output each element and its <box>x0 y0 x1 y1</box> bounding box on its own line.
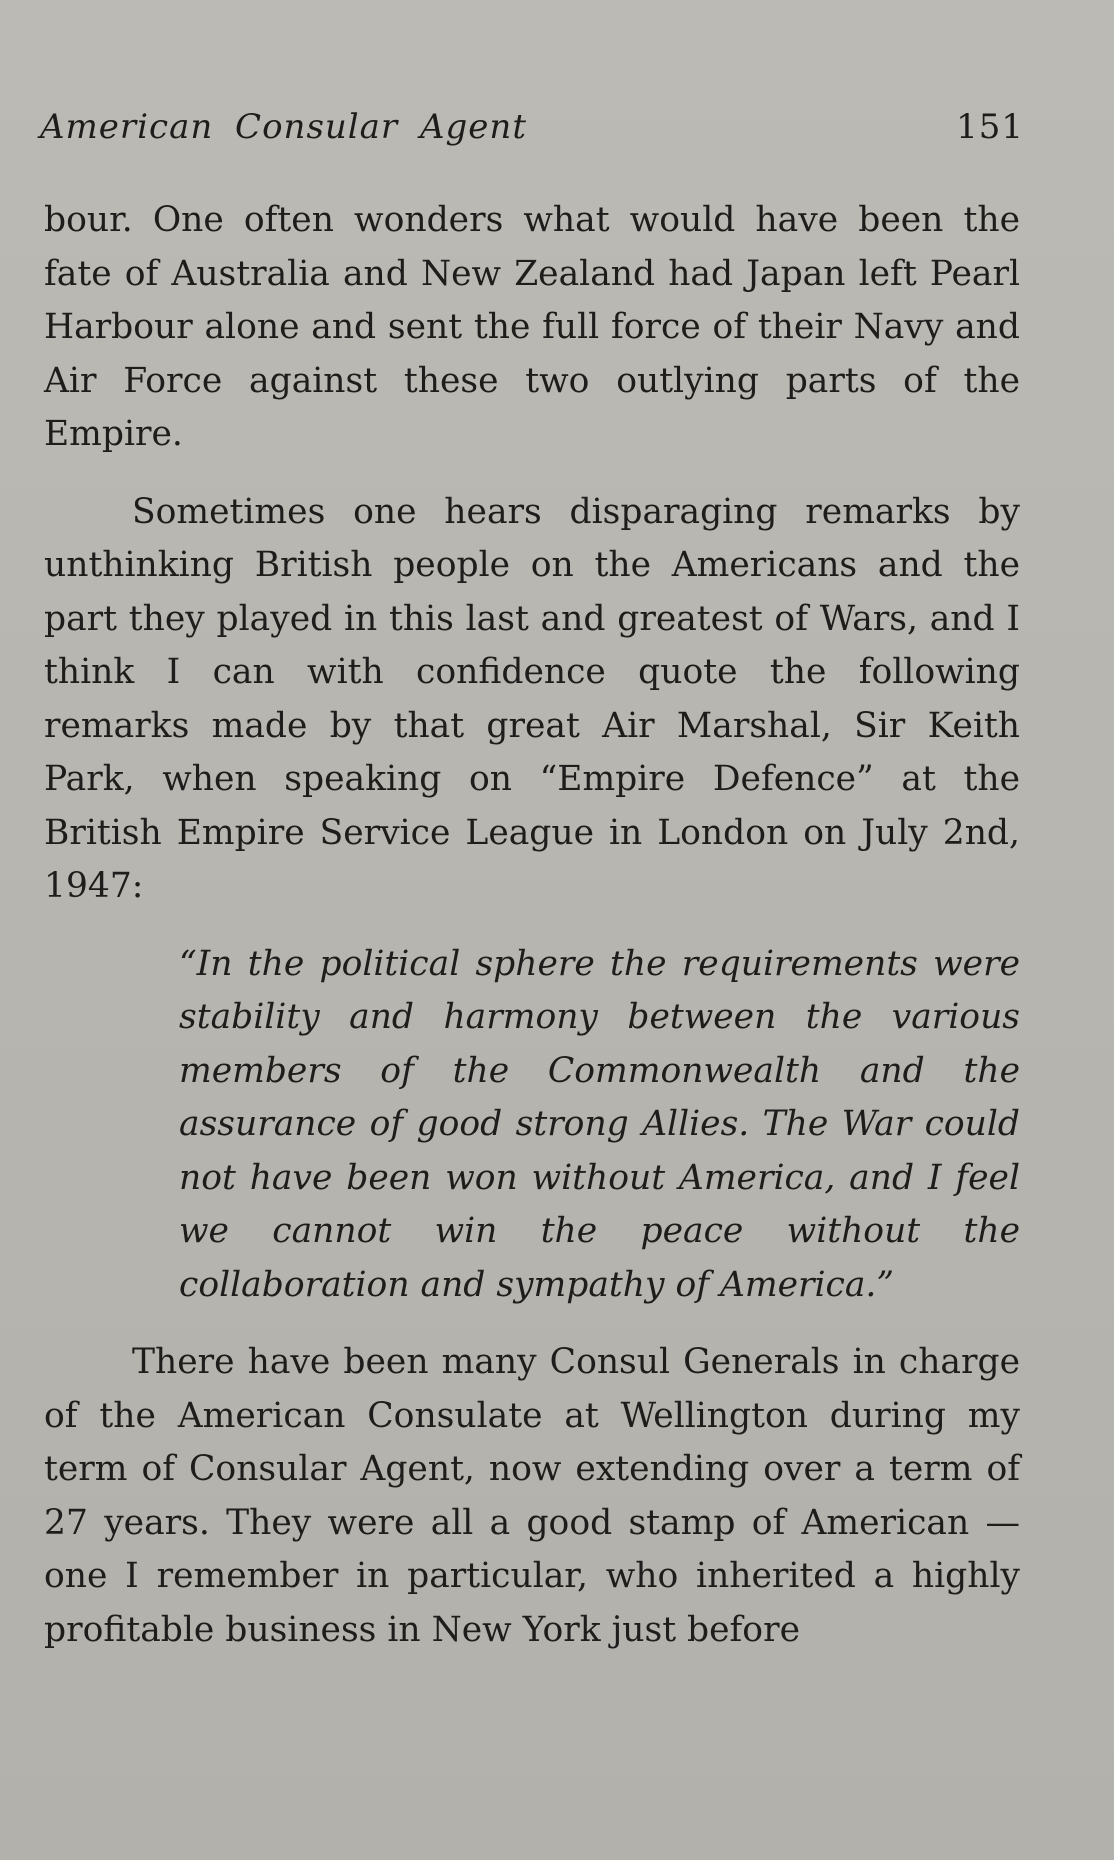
page-number: 151 <box>956 107 1024 147</box>
running-title: American Consular Agent <box>40 107 527 147</box>
paragraph: Sometimes one hears disparaging remarks by unthinking British people on the Americans and the part they played in this last and greatest of Wars, and I think I can with confidence quote the following remarks made by that great Air Marshal, Sir Keith Park, when speaking on “Empire Defence” at the British Empire Service League in London on July 2nd, 1947: <box>44 491 1020 906</box>
body-text <box>44 194 1020 1657</box>
paragraph-continued: bour. One often wonders what would have been the fate of Australia and New Zealand had Japan left Pearl Harbour alone and sent the full force of their Navy and Air Force against these two outlying parts of the Empire. <box>44 200 1020 454</box>
paragraph: There have been many Consul Generals in charge of the American Consulate at Wellington during my term of Consular Agent, now extending over a term of 27 years. They were all a good stamp of American —one I remember in particular, who inherited a highly profitable business in New York just before <box>44 1342 1020 1650</box>
block-quotation: “In the political sphere the requirements were stability and harmony between the various members of the Commonwealth and the assurance of good strong Allies. The War could not have been won without America, and I feel we cannot win the peace without the collaboration and sympathy of America.” <box>179 943 1020 1305</box>
running-head <box>40 102 1024 152</box>
